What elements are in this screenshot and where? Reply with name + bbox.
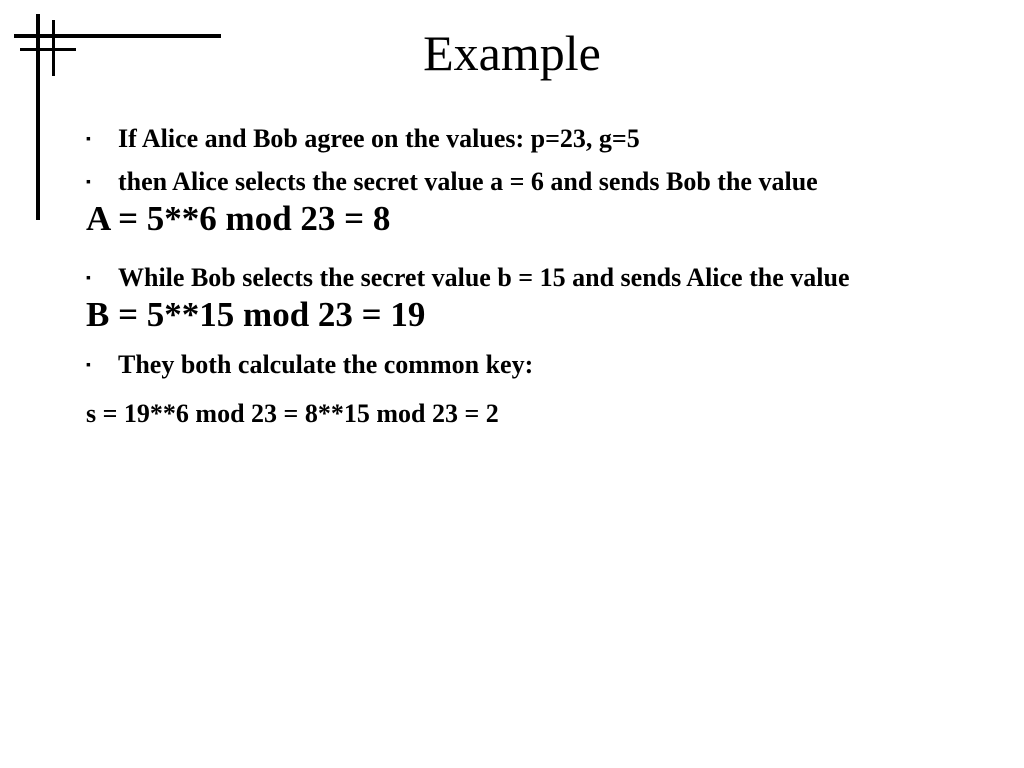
bullet-item-alice — [86, 167, 818, 198]
bullet-text: While Bob selects the secret value b = 15 and sends Alice the value — [118, 263, 850, 292]
shared-key-formula: s = 19**6 mod 23 = 8**15 mod 23 = 2 — [86, 399, 499, 428]
bullet-icon: ▪ — [86, 358, 91, 373]
formula-a: A = 5**6 mod 23 = 8 — [86, 199, 391, 238]
bullet-text: then Alice selects the secret value a = 6 and sends Bob the value — [118, 167, 818, 196]
slide-title: Example — [423, 25, 601, 81]
bullet-item-agree — [86, 124, 640, 155]
bullet-icon: ▪ — [86, 132, 91, 147]
bullet-icon: ▪ — [86, 175, 91, 190]
bullet-item-bob — [86, 263, 849, 294]
bullet-icon: ▪ — [86, 271, 91, 286]
formula-b: B = 5**15 mod 23 = 19 — [86, 295, 426, 334]
bullet-text: They both calculate the common key: — [118, 350, 534, 379]
bullet-item-common-key — [86, 350, 533, 381]
bullet-text: If Alice and Bob agree on the values: p=23, g=5 — [118, 124, 640, 153]
